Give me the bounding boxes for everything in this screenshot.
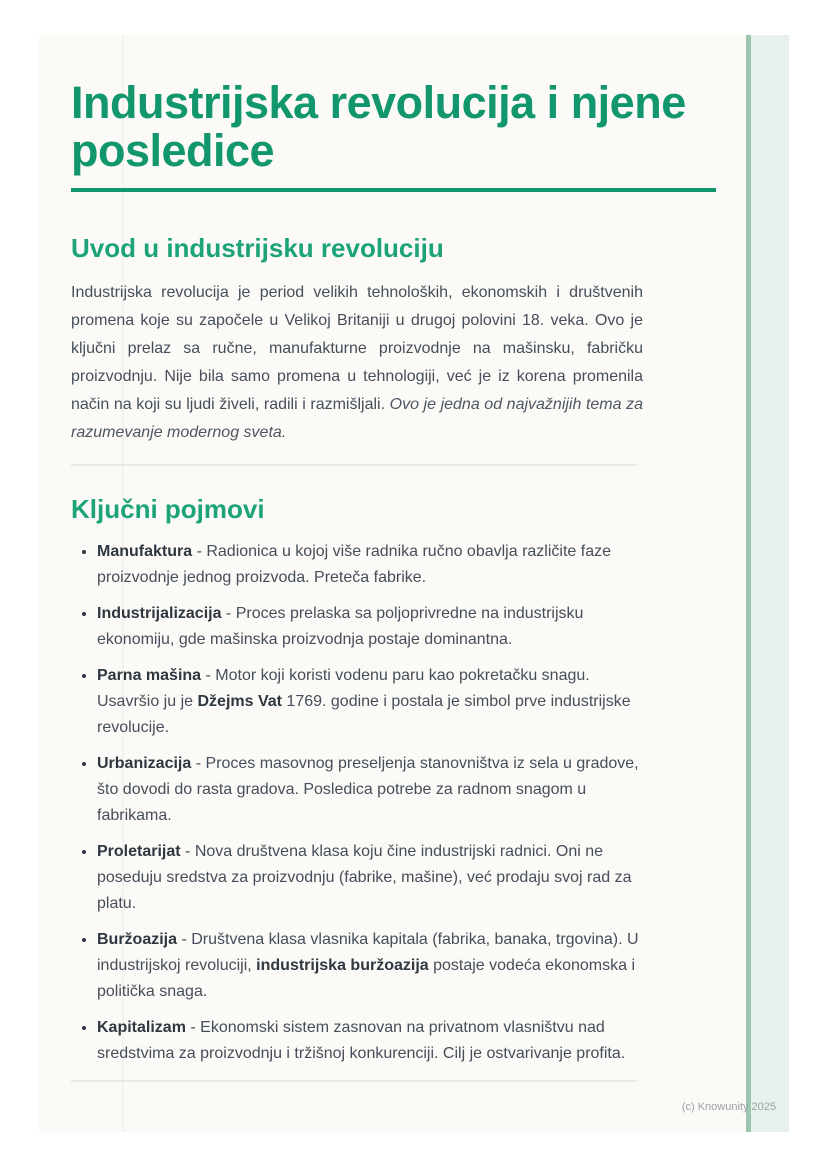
intro-paragraph (71, 279, 643, 447)
text-run-normal: 1769. godine i postala je simbol prve industrijske revolucije. (97, 693, 631, 736)
page-title: Industrijska revolucija i njene posledice (71, 77, 686, 176)
text-run-normal: - Proces masovnog preseljenja stanovništva iz sela u gradove, što dovodi do rasta gradova. Posledica potrebe za radnom snagom u fabrikama. (97, 755, 639, 824)
text-run-bold: Urbanizacija (97, 755, 192, 772)
section-heading-intro: Uvod u industrijsku revoluciju (71, 233, 444, 263)
text-run-normal: - Nova društvena klasa koju čine industrijski radnici. Oni ne poseduju sredstva za proizvodnju (fabrike, mašine), već prodaju svoj rad za platu. (97, 843, 632, 912)
key-term-item (97, 927, 649, 1005)
key-term-item (97, 601, 649, 653)
text-run-bold: Proletarijat (97, 843, 181, 860)
key-term-item (97, 751, 649, 829)
text-run-bold: industrijska buržoazija (256, 957, 429, 974)
copyright-footer: (c) Knowunity 2025 (681, 1101, 776, 1113)
section-heading-key-terms: Ključni pojmovi (71, 494, 265, 524)
text-run-bold: Manufaktura (97, 543, 193, 560)
text-run-normal: - Proces prelaska sa poljoprivredne na industrijsku ekonomiju, gde mašinska proizvodnja postaje dominantna. (97, 605, 584, 648)
text-run-bold: Parna mašina (97, 667, 202, 684)
key-term-item (97, 663, 649, 741)
text-run-normal: Industrijska revolucija je period velikih tehnoloških, ekonomskih i društvenih promena koje su započele u Velikoj Britaniji u drugoj polovini 18. veka. Ovo je ključni prelaz sa ručne, manufakturne proizvodnje na mašinsku, fabričku proizvodnju. Nije bila samo promena u tehnologiji, već je iz korena promenila način na koji su ljudi živeli, radili i razmišljali. (71, 284, 643, 413)
text-run-bold: Kapitalizam (97, 1019, 186, 1036)
page-content (39, 35, 789, 1082)
key-term-item (97, 1015, 649, 1067)
text-run-bold: Buržoazija (97, 931, 178, 948)
section-divider (71, 464, 636, 466)
key-term-item (97, 539, 649, 591)
text-run-normal: - Ekonomski sistem zasnovan na privatnom vlasništvu nad sredstvima za proizvodnju i tržišnoj konkurenciji. Cilj je ostvarivanje profita. (97, 1019, 626, 1062)
key-terms-list (71, 539, 649, 1067)
text-run-normal: - Društvena klasa vlasnika kapitala (fabrika, banaka, trgovina). U industrijskoj revoluciji, (97, 931, 639, 974)
text-run-italic: Ovo je jedna od najvažnijih tema za razumevanje modernog sveta. (71, 396, 644, 441)
text-run-bold: Industrijalizacija (97, 605, 222, 622)
text-run-normal: - Motor koji koristi vodenu paru kao pokretačku snagu. Usavršio ju je (97, 667, 590, 710)
text-run-bold: Džejms Vat (197, 693, 282, 710)
document-page (39, 35, 789, 1132)
section-divider (71, 1080, 636, 1082)
key-term-item (97, 839, 649, 917)
title-underline-rule (71, 188, 716, 192)
text-run-normal: postaje vodeća ekonomska i politička snaga. (97, 957, 635, 1000)
text-run-normal: - Radionica u kojoj više radnika ručno obavlja različite faze proizvodnje jednog proizvoda. Preteča fabrike. (97, 543, 611, 586)
